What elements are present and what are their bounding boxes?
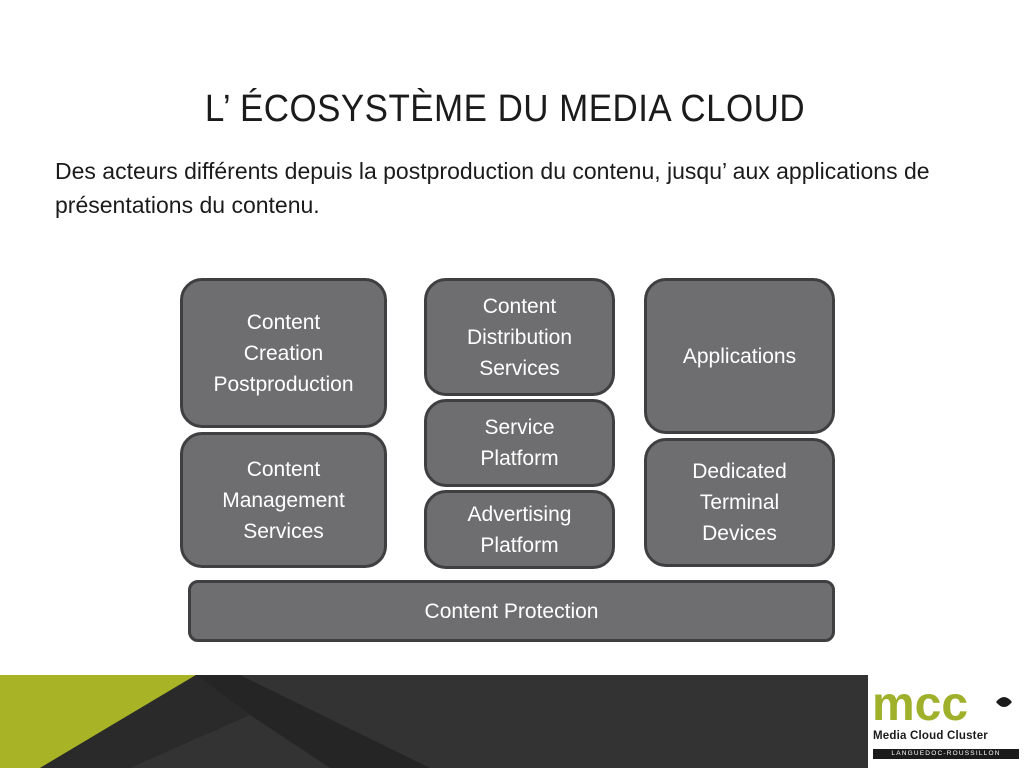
logo-region: LANGUEDOC-ROUSSILLON xyxy=(873,749,1019,759)
logo-name: Media Cloud Cluster xyxy=(873,730,988,742)
box-advertising-platform: Advertising Platform xyxy=(424,490,615,569)
box-content-creation: Content Creation Postproduction xyxy=(180,278,387,428)
mcc-logo xyxy=(872,680,1020,728)
box-applications: Applications xyxy=(644,278,835,434)
box-service-platform: Service Platform xyxy=(424,399,615,487)
logo-wordmark: mcc xyxy=(872,680,969,728)
slide-subtitle: Des acteurs différents depuis la postproduction du contenu, jusqu’ aux applications de présentations du contenu. xyxy=(55,158,930,218)
box-dedicated-terminal-devices: Dedicated Terminal Devices xyxy=(644,438,835,567)
box-content-protection: Content Protection xyxy=(188,580,835,642)
slide-title: L’ ÉCOSYSTÈME DU MEDIA CLOUD xyxy=(204,88,806,130)
footer-stripe-graphic xyxy=(0,675,868,768)
box-content-management: Content Management Services xyxy=(180,432,387,568)
box-content-distribution: Content Distribution Services xyxy=(424,278,615,396)
